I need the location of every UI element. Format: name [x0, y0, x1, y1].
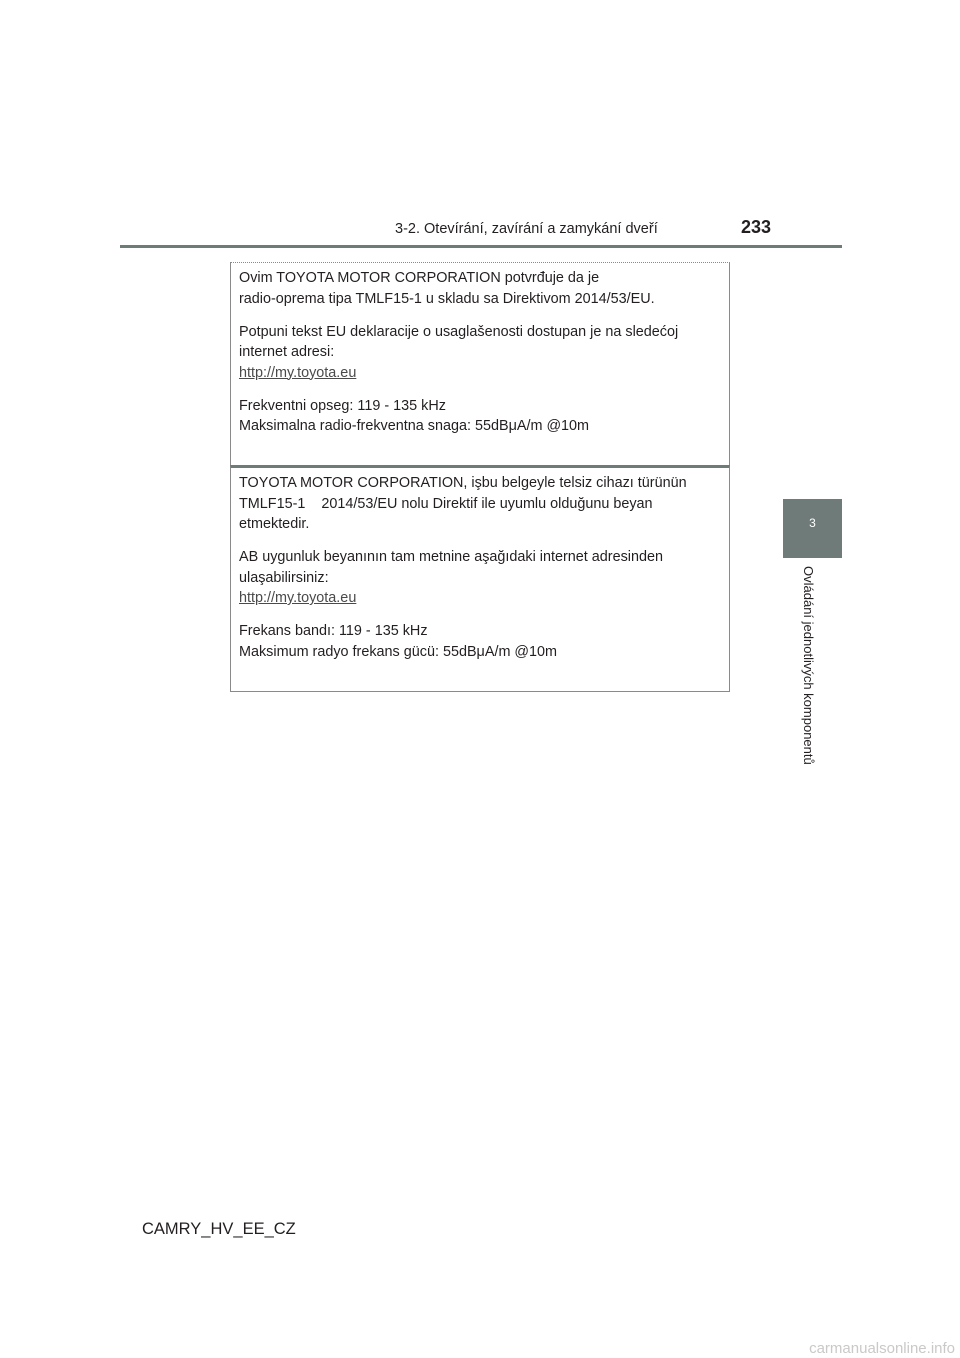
page-number: 233	[741, 217, 772, 237]
notice-text: AB uygunluk beyanının tam metnine aşağıdaki internet adresinden	[239, 549, 663, 565]
chapter-tab	[783, 499, 842, 558]
notice-text: TMLF15-1 2014/53/EU nolu Direktif ile uyumlu olduğunu beyan	[239, 495, 653, 512]
notice-text: Maksimalna radio-frekventna snaga: 55dBμA/m @10m	[239, 418, 590, 434]
chapter-number: 3	[809, 516, 816, 530]
watermark: carmanualsonline.info	[809, 1340, 955, 1357]
declaration-link[interactable]: http://my.toyota.eu	[239, 364, 357, 381]
header-divider	[120, 245, 842, 248]
notice-text: TOYOTA MOTOR CORPORATION, işbu belgeyle telsiz cihazı türünün	[239, 475, 687, 491]
notice-text: internet adresi:	[239, 344, 335, 360]
notice-text: radio-oprema tipa TMLF15-1 u skladu sa Direktivom 2014/53/EU.	[239, 290, 655, 307]
section-title: 3-2. Otevírání, zavírání a zamykání dveří	[395, 221, 658, 237]
notice-text: Potpuni tekst EU deklaracije o usaglašenosti dostupan je na sledećoj	[239, 323, 679, 340]
chapter-title: Ovládání jednotlivých komponentů	[801, 566, 816, 765]
model-code: CAMRY_HV_EE_CZ	[142, 1220, 296, 1238]
declaration-link[interactable]: http://my.toyota.eu	[239, 590, 357, 606]
notice-panel-turkish	[230, 465, 730, 692]
notice-text: etmektedir.	[239, 516, 310, 532]
notice-panel-serbian	[230, 262, 730, 468]
notice-text: Maksimum radyo frekans gücü: 55dBμA/m @10m	[239, 643, 558, 660]
notice-text: Frekventni opseg: 119 - 135 kHz	[239, 397, 446, 414]
notice-text: ulaşabilirsiniz:	[239, 569, 329, 586]
notice-text: Frekans bandı: 119 - 135 kHz	[239, 623, 428, 639]
notice-text: Ovim TOYOTA MOTOR CORPORATION potvrđuje da je	[239, 270, 600, 286]
